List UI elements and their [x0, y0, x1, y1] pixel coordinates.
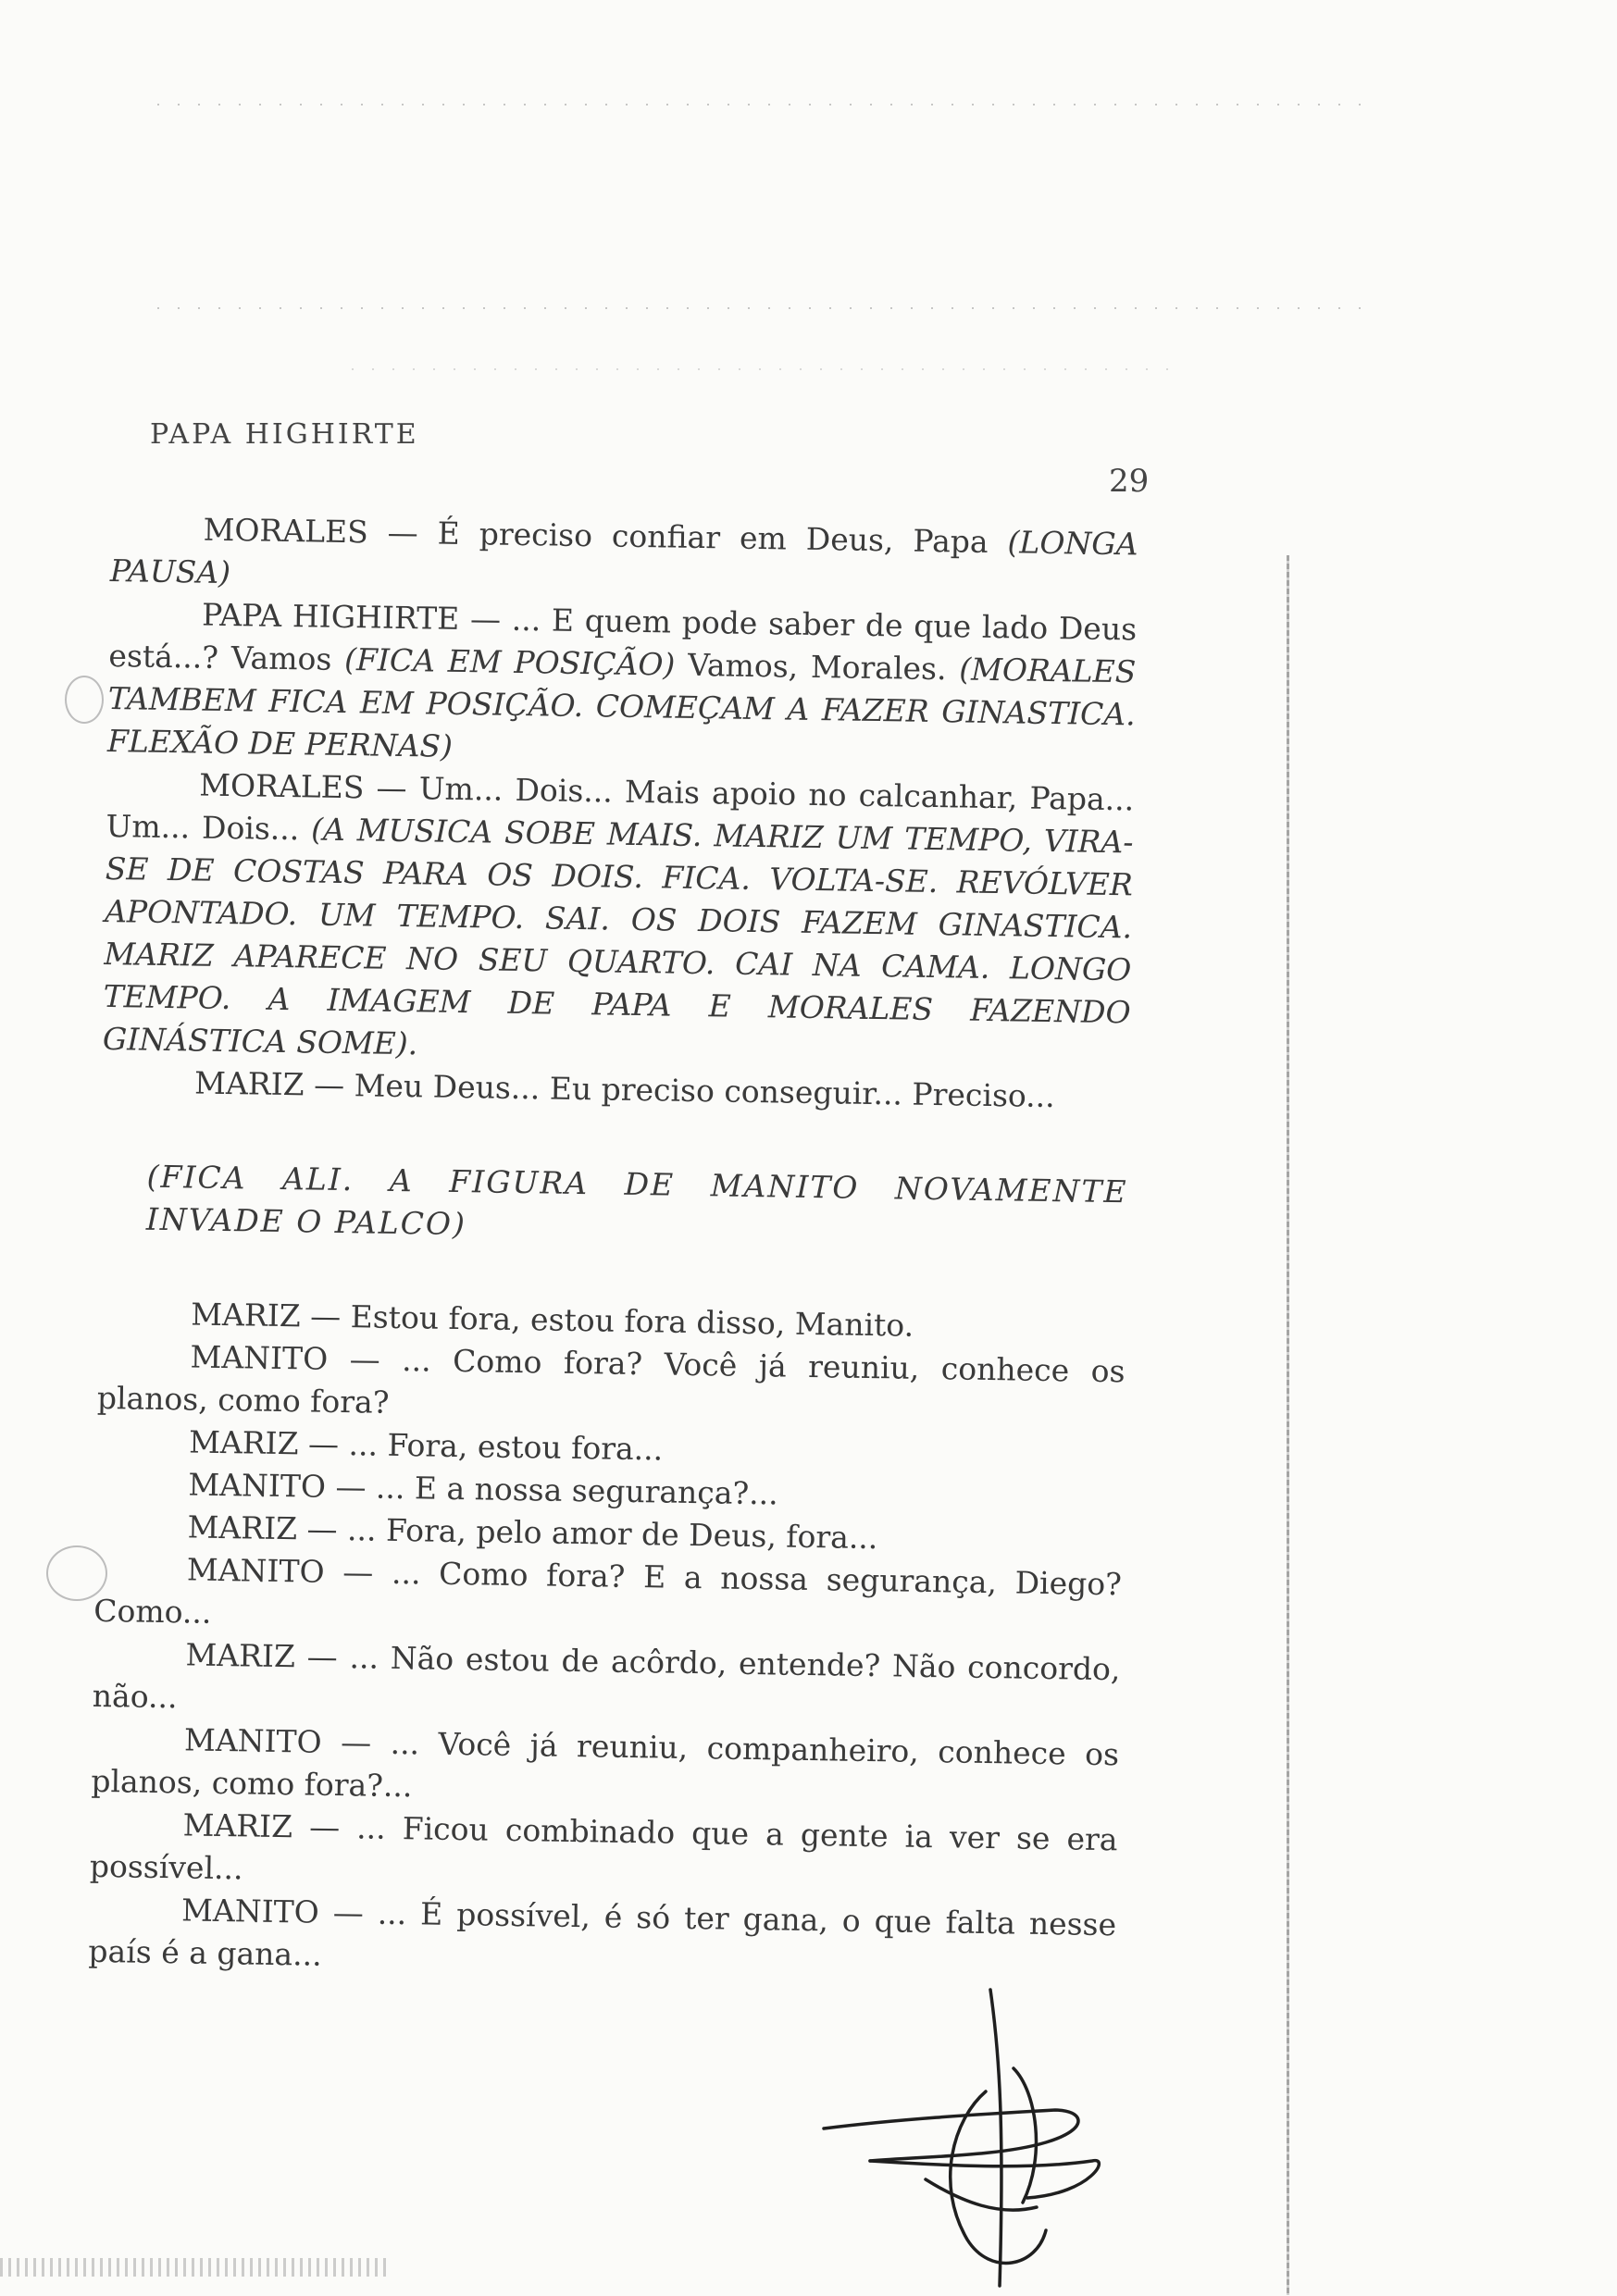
speaker-name: MARIZ: [191, 1296, 302, 1334]
speaker-name: MANITO: [188, 1466, 327, 1505]
stage-direction-inline: (FICA EM POSIÇÃO): [343, 640, 676, 683]
speech-text: ... E a nossa segurança?...: [375, 1469, 778, 1512]
speaker-name: MANITO: [186, 1551, 325, 1590]
speech-text: ... Fora, pelo amor de Deus, fora...: [346, 1511, 878, 1557]
dialogue-block: MORALES — É preciso confiar em Deus, Papa (LONGA PAUSA): [109, 511, 1138, 591]
speech-text: ... É possível, é só ter gana, o que falta nesse país é a gana...: [88, 1894, 1117, 1973]
dialogue-block: MANITO — ... Como fora? Você já reuniu, conhece os planos, como fora?: [96, 1338, 1126, 1421]
dialogue-block: MARIZ — ... Fora, pelo amor de Deus, fora...: [94, 1505, 1123, 1563]
scan-noise-line: [157, 307, 1361, 309]
speaker-name: MARIZ: [193, 1064, 305, 1103]
speaker-name: PAPA HIGHIRTE: [201, 596, 460, 637]
speaker-name: MORALES: [203, 511, 369, 551]
speech-text: Meu Deus... Eu preciso conseguir... Preciso...: [354, 1067, 1055, 1115]
play-text: [88, 507, 1138, 1989]
dialogue-block: MARIZ — Meu Deus... Eu preciso conseguir... Preciso...: [102, 1061, 1130, 1119]
speaker-name: MORALES: [198, 766, 365, 806]
scan-noise-line: [352, 368, 1185, 370]
speech-text: ... Fora, estou fora...: [348, 1426, 664, 1468]
speech-text: Estou fora, estou fora disso, Manito.: [350, 1298, 914, 1344]
scan-noise: [0, 2258, 389, 2277]
dialogue-block: MARIZ — ... Ficou combinado que a gente ia ver se era possível...: [89, 1806, 1118, 1887]
speech-text: É preciso confiar em Deus, Papa: [437, 515, 989, 560]
speaker-name: MANITO: [190, 1338, 329, 1377]
speech-text: ... Ficou combinado que a gente ia ver se era possível...: [89, 1809, 1118, 1887]
stage-direction-inline: (MORALES TAMBEM FICA EM POSIÇÃO. COMEÇAM A FAZER GINASTICA. FLEXÃO DE PERNAS): [106, 651, 1137, 764]
page-edge-shadow: [1287, 555, 1289, 2295]
speaker-name: MARIZ: [188, 1423, 299, 1462]
dialogue-block: MANITO — ... Você já reuniu, companheiro, conhece os planos, como fora?...: [91, 1721, 1120, 1805]
running-head: PAPA HIGHIRTE: [150, 418, 419, 451]
speech-text: ... Como fora? Você já reuniu, conhece os planos, como fora?: [96, 1342, 1126, 1421]
speaker-name: MANITO: [183, 1721, 322, 1760]
scan-noise-line: [157, 104, 1361, 105]
speaker-name: MARIZ: [187, 1508, 298, 1547]
dialogue-block: MARIZ — ... Fora, estou fora...: [96, 1420, 1125, 1478]
stage-direction-inline: (A MUSICA SOBE MAIS. MARIZ UM TEMPO, VIRA-SE DE COSTAS PARA OS DOIS. FICA. VOLTA-SE. REVÓLVER APONTADO. UM TEMPO. SAI. OS DOIS FAZEM GINASTICA. MARIZ APARECE NO SEU QUARTO. CAI NA CAMA. LONGO TEMPO. A IMAGEM DE PAPA E MORALES FAZENDO GINÁSTICA SOME).: [102, 811, 1134, 1062]
speaker-name: MANITO: [180, 1892, 320, 1930]
speech-text: ... Você já reuniu, companheiro, conhece os planos, como fora?...: [91, 1724, 1120, 1805]
stage-direction: (FICA ALI. A FIGURA DE MANITO NOVAMENTE INVADE O PALCO): [145, 1158, 1128, 1243]
dialogue-block: MORALES — Um... Dois... Mais apoio no calcanhar, Papa... Um... Dois... (A MUSICA SOBE MAIS. MARIZ UM TEMPO, VIRA-SE DE COSTAS PARA OS DOIS. FICA. VOLTA-SE. REVÓLVER APONTADO. UM TEMPO. SAI. OS DOIS FAZEM GINASTICA. MARIZ APARECE NO SEU QUARTO. CAI NA CAMA. LONGO TEMPO. A IMAGEM DE PAPA E MORALES FAZENDO GINÁSTICA SOME).: [102, 766, 1135, 1062]
stage-direction-inline: (LONGA PAUSA): [109, 524, 1138, 591]
speech-text: ... Não estou de acôrdo, entende? Não concordo, não...: [92, 1639, 1121, 1716]
dialogue-block: MANITO — ... Como fora? E a nossa segurança, Diego? Como...: [93, 1551, 1123, 1631]
speaker-name: MARIZ: [182, 1806, 293, 1845]
speaker-name: MARIZ: [185, 1636, 296, 1675]
speech-text: ... E quem pode saber de que lado Deus está...? Vamos: [108, 601, 1138, 677]
speech-text: Vamos, Morales.: [687, 646, 947, 688]
handwritten-signature: [815, 1980, 1129, 2295]
margin-mark: [65, 676, 104, 724]
dialogue-block: MARIZ — Estou fora, estou fora disso, Manito.: [98, 1292, 1126, 1350]
dialogue-block: MARIZ — ... Não estou de acôrdo, entende? Não concordo, não...: [92, 1636, 1121, 1716]
margin-mark: [46, 1545, 107, 1601]
speech-text: Um... Dois... Mais apoio no calcanhar, Papa... Um... Dois...: [106, 770, 1135, 848]
dialogue-block: MANITO — ... É possível, é só ter gana, o que falta nesse país é a gana...: [88, 1892, 1117, 1973]
dialogue-block: PAPA HIGHIRTE — ... E quem pode saber de que lado Deus está...? Vamos (FICA EM POSIÇÃO) Vamos, Morales. (MORALES TAMBEM FICA EM POSIÇÃO. COMEÇAM A FAZER GINASTICA. FLEXÃO DE PERNAS): [106, 596, 1138, 764]
page-number: 29: [1109, 463, 1150, 500]
dialogue-block: MANITO — ... E a nossa segurança?...: [95, 1462, 1124, 1520]
speech-text: ... Como fora? E a nossa segurança, Diego? Como...: [93, 1554, 1123, 1631]
